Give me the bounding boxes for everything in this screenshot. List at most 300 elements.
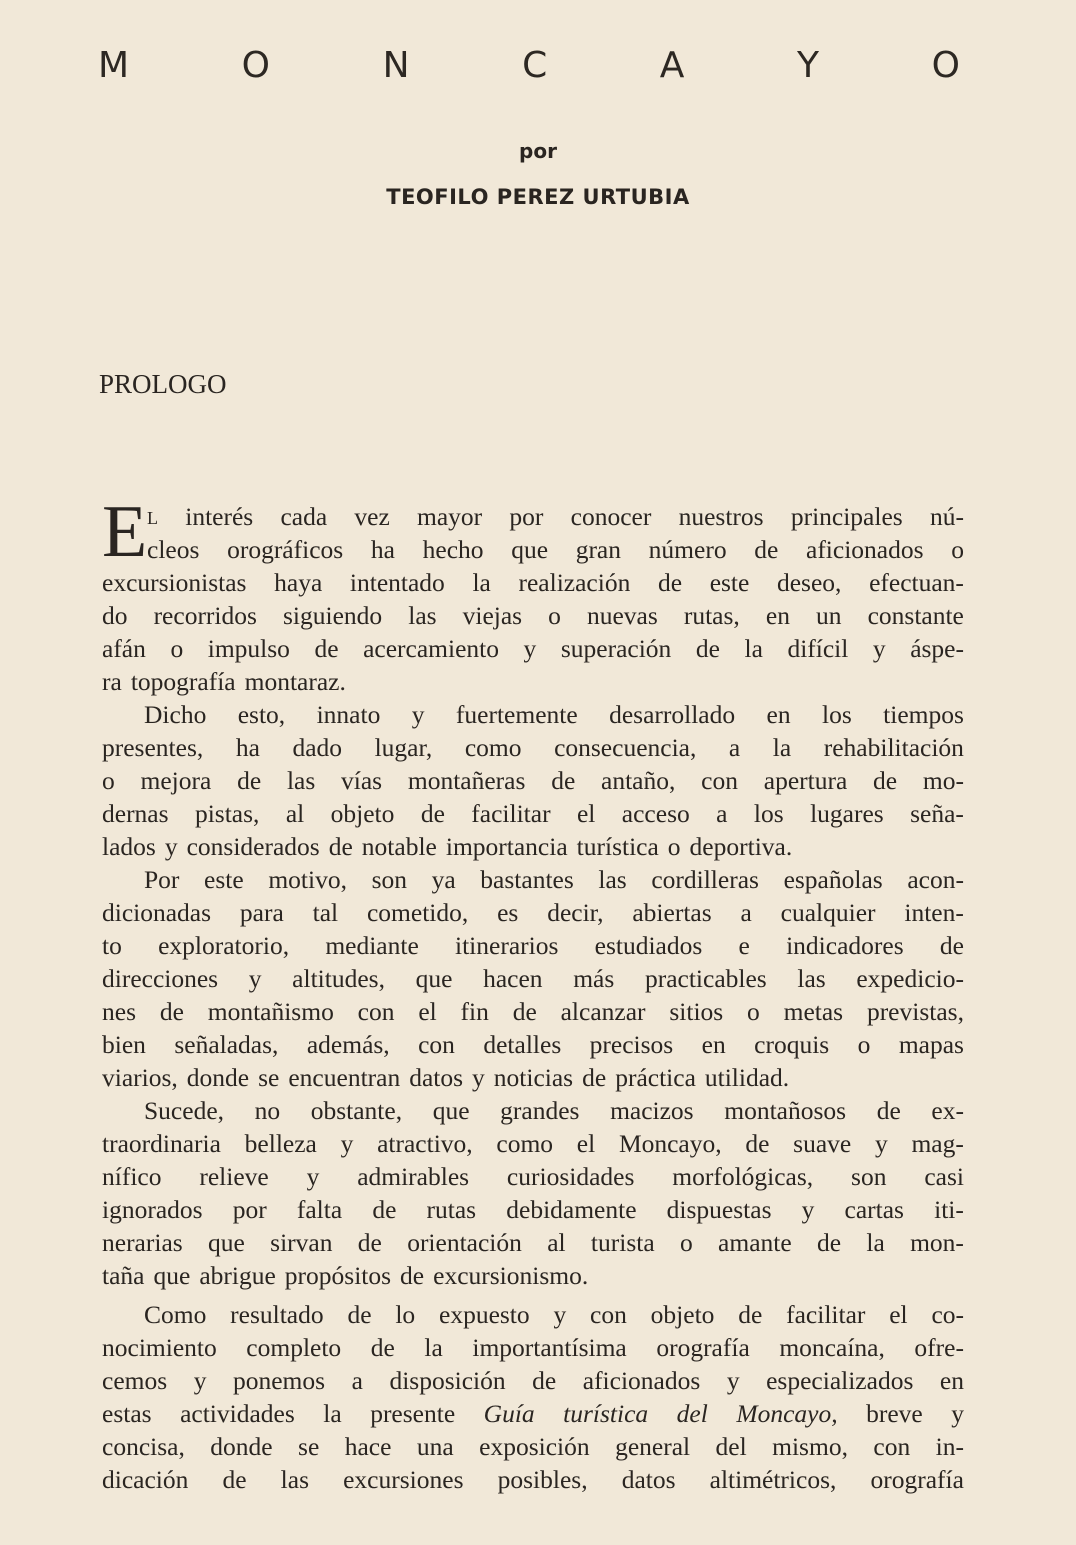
word: y xyxy=(523,634,537,663)
word: la xyxy=(772,733,792,762)
word: cada xyxy=(280,502,328,531)
word: es xyxy=(497,898,519,927)
word: inten- xyxy=(904,898,964,927)
word: orografía xyxy=(656,1333,750,1362)
word: la xyxy=(472,568,491,597)
word: en xyxy=(765,601,790,630)
word: que xyxy=(153,1261,191,1290)
word: datos xyxy=(409,1063,464,1092)
word: importantísima xyxy=(472,1333,627,1362)
section-heading: PROLOGO xyxy=(99,369,227,399)
word: obstante, xyxy=(310,1096,403,1125)
word: mismo, xyxy=(772,1432,848,1461)
word: previstas, xyxy=(866,997,964,1026)
text-line xyxy=(102,1430,964,1463)
word: y xyxy=(248,964,262,993)
word: lo xyxy=(395,1300,416,1329)
word: consecuencia, xyxy=(554,733,697,762)
word: el xyxy=(576,799,596,828)
word: de xyxy=(745,1129,770,1158)
word: montañeras xyxy=(407,766,526,795)
word: o xyxy=(951,535,964,564)
word: pistas, xyxy=(194,799,260,828)
word: mayor xyxy=(417,502,483,531)
text-line xyxy=(102,995,964,1028)
title-letter: C xyxy=(522,45,548,86)
text-line xyxy=(102,1298,964,1331)
word: con xyxy=(418,1030,455,1059)
title-letter: M xyxy=(98,45,130,86)
word: afán xyxy=(102,634,146,663)
author-name: TEOFILO PEREZ URTUBIA xyxy=(386,185,690,209)
word: objeto xyxy=(650,1300,715,1329)
word: en xyxy=(701,1030,726,1059)
word: viarios, xyxy=(102,1063,178,1092)
word: abrigue xyxy=(199,1261,276,1290)
word: practicables xyxy=(644,964,767,993)
word: de xyxy=(695,634,720,663)
word: las xyxy=(598,865,627,894)
word: amante xyxy=(718,1228,792,1257)
text-line xyxy=(102,1094,964,1127)
word: en xyxy=(939,1366,964,1395)
word: Como xyxy=(144,1300,207,1329)
word: Moncayo, xyxy=(736,1399,838,1428)
word: nuevas xyxy=(586,601,658,630)
word: turista xyxy=(590,1228,655,1257)
word: detalles xyxy=(483,1030,562,1059)
word: se xyxy=(258,1063,280,1092)
text-line xyxy=(102,797,964,830)
word: lugar, xyxy=(374,733,433,762)
word: son xyxy=(851,1162,887,1191)
word: nes xyxy=(102,997,136,1026)
word: deportiva. xyxy=(689,832,793,861)
word: cometido, xyxy=(366,898,469,927)
word: se xyxy=(298,1432,320,1461)
word: dado xyxy=(292,733,343,762)
word: indicadores xyxy=(786,931,904,960)
word: esto, xyxy=(237,700,286,729)
word: rutas, xyxy=(683,601,740,630)
word: nuestros xyxy=(678,502,764,531)
word: práctica xyxy=(615,1063,696,1092)
word: españolas xyxy=(783,865,883,894)
word: Moncayo, xyxy=(618,1129,722,1158)
word: exposición xyxy=(479,1432,590,1461)
word: en xyxy=(766,700,791,729)
word: breve xyxy=(866,1399,923,1428)
word: hacen xyxy=(483,964,543,993)
word: la xyxy=(866,1228,885,1257)
word: datos xyxy=(621,1465,676,1494)
word: altitudes, xyxy=(292,964,385,993)
word: superación xyxy=(560,634,672,663)
word: de xyxy=(512,997,537,1026)
word: falta xyxy=(296,1195,343,1224)
word: principales xyxy=(790,502,903,531)
word: de xyxy=(582,1063,607,1092)
word: de xyxy=(400,1261,425,1290)
word: actividades xyxy=(180,1399,295,1428)
text-line xyxy=(102,500,964,533)
word: itinerarios xyxy=(455,931,559,960)
word: dicionadas xyxy=(102,898,212,927)
word: del xyxy=(715,1432,747,1461)
word: cartas xyxy=(844,1195,904,1224)
text-line xyxy=(102,1331,964,1364)
word: concisa, xyxy=(102,1432,185,1461)
word: ha xyxy=(370,535,395,564)
text-line xyxy=(102,533,964,566)
text-line xyxy=(102,1160,964,1193)
word: que xyxy=(208,1228,245,1257)
word: el xyxy=(889,1300,908,1329)
byline-por: por xyxy=(519,139,557,163)
word: lugares xyxy=(810,799,884,828)
word: suave xyxy=(793,1129,852,1158)
word: antaño, xyxy=(601,766,676,795)
word: al xyxy=(285,799,305,828)
word: con xyxy=(873,1432,911,1461)
word: o xyxy=(548,601,561,630)
word: hace xyxy=(344,1432,392,1461)
text-line xyxy=(102,1028,964,1061)
word: co- xyxy=(931,1300,964,1329)
word: o xyxy=(667,832,681,861)
title-letter: A xyxy=(659,45,685,86)
word: debidamente xyxy=(506,1195,637,1224)
word: completo xyxy=(246,1333,342,1362)
word: noticias xyxy=(493,1063,574,1092)
word: expedicio- xyxy=(856,964,964,993)
word: de xyxy=(357,1228,382,1257)
word: la xyxy=(424,1333,443,1362)
word: de xyxy=(372,1195,397,1224)
word: excursionismo. xyxy=(433,1261,589,1290)
word: las xyxy=(286,766,316,795)
word: un xyxy=(816,601,842,630)
word: que xyxy=(415,964,453,993)
text-line xyxy=(102,566,964,599)
word: áspe- xyxy=(910,634,964,663)
word: ya xyxy=(431,865,456,894)
word: de xyxy=(876,1096,901,1125)
word: y xyxy=(801,1195,815,1224)
word: lados xyxy=(102,832,156,861)
word: rutas xyxy=(426,1195,477,1224)
word: de xyxy=(370,1333,395,1362)
word: orografía xyxy=(870,1465,964,1494)
word: como xyxy=(464,733,522,762)
word: atractivo, xyxy=(377,1129,473,1158)
word: al xyxy=(547,1228,566,1257)
word: donde xyxy=(186,1063,250,1092)
word: las xyxy=(408,601,437,630)
word: haya xyxy=(274,568,323,597)
word: el xyxy=(418,997,437,1026)
drop-cap-continuation: L xyxy=(147,508,158,528)
word: de xyxy=(738,1300,763,1329)
word: belleza xyxy=(244,1129,317,1158)
word: motivo, xyxy=(268,865,347,894)
word: la xyxy=(744,634,763,663)
word: sitios xyxy=(669,997,724,1026)
word: y xyxy=(872,634,886,663)
word: iti- xyxy=(934,1195,964,1224)
drop-cap: E xyxy=(102,491,148,573)
word: donde xyxy=(210,1432,273,1461)
word: deseo, xyxy=(776,568,842,597)
word: y xyxy=(874,1129,888,1158)
word: mediante xyxy=(325,931,419,960)
word: más xyxy=(573,964,615,993)
text-line xyxy=(102,863,964,896)
word: realización xyxy=(518,568,631,597)
text-line xyxy=(102,632,964,665)
word: especializados xyxy=(766,1366,914,1395)
word: nú- xyxy=(929,502,964,531)
word: casi xyxy=(924,1162,964,1191)
word: ignorados xyxy=(102,1195,203,1224)
word: acon- xyxy=(907,865,964,894)
word: intentado xyxy=(349,568,445,597)
word: alcanzar xyxy=(560,997,646,1026)
title-letter: O xyxy=(931,45,960,86)
word: Dicho xyxy=(144,700,207,729)
word: moncaína, xyxy=(779,1333,885,1362)
word: con xyxy=(357,997,395,1026)
title-letter: N xyxy=(382,45,410,86)
word: la xyxy=(323,1399,342,1428)
word: decir, xyxy=(547,898,604,927)
word: efectuan- xyxy=(869,568,964,597)
word: abiertas xyxy=(632,898,712,927)
word: con xyxy=(701,766,738,795)
word: mejora xyxy=(140,766,212,795)
word: estudiados xyxy=(594,931,703,960)
word: do xyxy=(102,601,128,630)
word: de xyxy=(314,634,339,663)
word: difícil xyxy=(787,634,849,663)
word: admirables xyxy=(357,1162,470,1191)
word: y xyxy=(951,1399,964,1428)
word: con xyxy=(590,1300,627,1329)
word: exploratorio, xyxy=(158,931,290,960)
word: metas xyxy=(783,997,844,1026)
word: tal xyxy=(312,898,339,927)
word: orográficos xyxy=(227,535,344,564)
word: y xyxy=(340,1129,354,1158)
word: o xyxy=(679,1228,693,1257)
text-line xyxy=(102,1127,964,1160)
text-line xyxy=(102,731,964,764)
word: de xyxy=(159,997,184,1026)
word: una xyxy=(416,1432,454,1461)
word: direcciones xyxy=(102,964,219,993)
word: de xyxy=(328,832,353,861)
word: además, xyxy=(306,1030,390,1059)
word: vías xyxy=(341,766,383,795)
text-line xyxy=(102,962,964,995)
word: utilidad. xyxy=(704,1063,790,1092)
word: acercamiento xyxy=(363,634,499,663)
word: notable xyxy=(361,832,437,861)
word: presentes, xyxy=(102,733,204,762)
text-line xyxy=(102,929,964,962)
word: cleos xyxy=(147,535,200,564)
word: interés xyxy=(185,502,254,531)
word: de xyxy=(222,1465,247,1494)
word: de xyxy=(816,1228,842,1257)
word: de xyxy=(420,799,445,828)
word: de xyxy=(939,931,964,960)
word: y xyxy=(726,1366,740,1395)
word: excursionistas xyxy=(102,568,247,597)
title-letter: O xyxy=(241,45,270,86)
word: expuesto xyxy=(439,1300,530,1329)
word: y xyxy=(472,1063,485,1092)
word: son xyxy=(371,865,407,894)
text-line xyxy=(102,698,964,731)
word: ra xyxy=(102,667,122,696)
word: fuertemente xyxy=(455,700,578,729)
word: ex- xyxy=(931,1096,964,1125)
document-title xyxy=(98,44,960,88)
text-line xyxy=(102,665,964,698)
word: mag- xyxy=(911,1129,964,1158)
word: dispuestas xyxy=(666,1195,772,1224)
word: traordinaria xyxy=(102,1129,221,1158)
word: orientación xyxy=(407,1228,522,1257)
word: y xyxy=(306,1162,320,1191)
word: de xyxy=(347,1300,372,1329)
word: señaladas, xyxy=(174,1030,279,1059)
word: a xyxy=(351,1366,363,1395)
word: estas xyxy=(102,1399,152,1428)
word: nocimiento xyxy=(102,1333,217,1362)
text-line xyxy=(102,1364,964,1397)
word: y xyxy=(193,1366,207,1395)
word: altimétricos, xyxy=(709,1465,837,1494)
text-line xyxy=(102,896,964,929)
word: presente xyxy=(370,1399,456,1428)
word: croquis xyxy=(754,1030,830,1059)
prologue-body xyxy=(102,491,964,1496)
word: encuentran xyxy=(288,1063,401,1092)
word: los xyxy=(753,799,784,828)
word: constante xyxy=(867,601,964,630)
text-line xyxy=(102,830,964,863)
word: apertura xyxy=(763,766,848,795)
word: gran xyxy=(575,535,621,564)
word: de xyxy=(532,1366,557,1395)
word: como xyxy=(496,1129,554,1158)
word: bastantes xyxy=(480,865,574,894)
text-line xyxy=(102,599,964,632)
word: objeto xyxy=(330,799,395,828)
word: bien xyxy=(102,1030,146,1059)
word: importancia xyxy=(445,832,568,861)
word: o xyxy=(747,997,760,1026)
text-line xyxy=(102,1061,964,1094)
word: nerarias xyxy=(102,1228,183,1257)
word: a xyxy=(728,733,741,762)
word: innato xyxy=(316,700,381,729)
word: ha xyxy=(235,733,260,762)
word: que xyxy=(511,535,549,564)
word: y xyxy=(553,1300,567,1329)
word: considerados xyxy=(186,832,320,861)
word: de xyxy=(237,766,262,795)
word: fin xyxy=(460,997,489,1026)
word: y xyxy=(411,700,425,729)
text-line xyxy=(102,1397,964,1430)
word: de xyxy=(873,766,898,795)
word: montaraz. xyxy=(244,667,346,696)
word: disposición xyxy=(389,1366,506,1395)
word: Sucede, xyxy=(144,1096,225,1125)
word: turística xyxy=(563,1399,649,1428)
word: a xyxy=(716,799,728,828)
word: facilitar xyxy=(471,799,551,828)
word: cemos xyxy=(102,1366,168,1395)
word: para xyxy=(239,898,284,927)
word: morfológicas, xyxy=(672,1162,814,1191)
word: número xyxy=(648,535,727,564)
word: de xyxy=(754,535,779,564)
word: mapas xyxy=(898,1030,964,1059)
word: montañosos xyxy=(724,1096,847,1125)
word: turística xyxy=(576,832,659,861)
word: por xyxy=(509,502,544,531)
text-line xyxy=(102,1463,964,1496)
word: topografía xyxy=(130,667,236,696)
word: in- xyxy=(935,1432,964,1461)
word: dernas xyxy=(102,799,169,828)
word: Guía xyxy=(483,1399,535,1428)
word: las xyxy=(797,964,826,993)
word: siguiendo xyxy=(283,601,383,630)
word: aficionados xyxy=(582,1366,701,1395)
word: posibles, xyxy=(497,1465,588,1494)
word: o xyxy=(170,634,184,663)
text-line xyxy=(102,764,964,797)
word: resultado xyxy=(230,1300,324,1329)
word: montañismo xyxy=(207,997,334,1026)
text-line xyxy=(102,1193,964,1226)
word: hecho xyxy=(422,535,484,564)
word: rehabilitación xyxy=(823,733,964,762)
word: relieve xyxy=(199,1162,269,1191)
word: tiempos xyxy=(883,700,964,729)
text-line xyxy=(102,1259,964,1292)
word: acceso xyxy=(621,799,690,828)
word: o xyxy=(102,766,115,795)
word: cualquier xyxy=(780,898,876,927)
word: dicación xyxy=(102,1465,189,1494)
word: precisos xyxy=(589,1030,674,1059)
word: Por xyxy=(144,865,180,894)
word: por xyxy=(232,1195,267,1224)
word: desarrollado xyxy=(609,700,736,729)
word: seña- xyxy=(910,799,964,828)
word: facilitar xyxy=(786,1300,866,1329)
word: ofre- xyxy=(914,1333,964,1362)
word: sirvan xyxy=(270,1228,333,1257)
word: cordilleras xyxy=(651,865,759,894)
word: de xyxy=(551,766,576,795)
